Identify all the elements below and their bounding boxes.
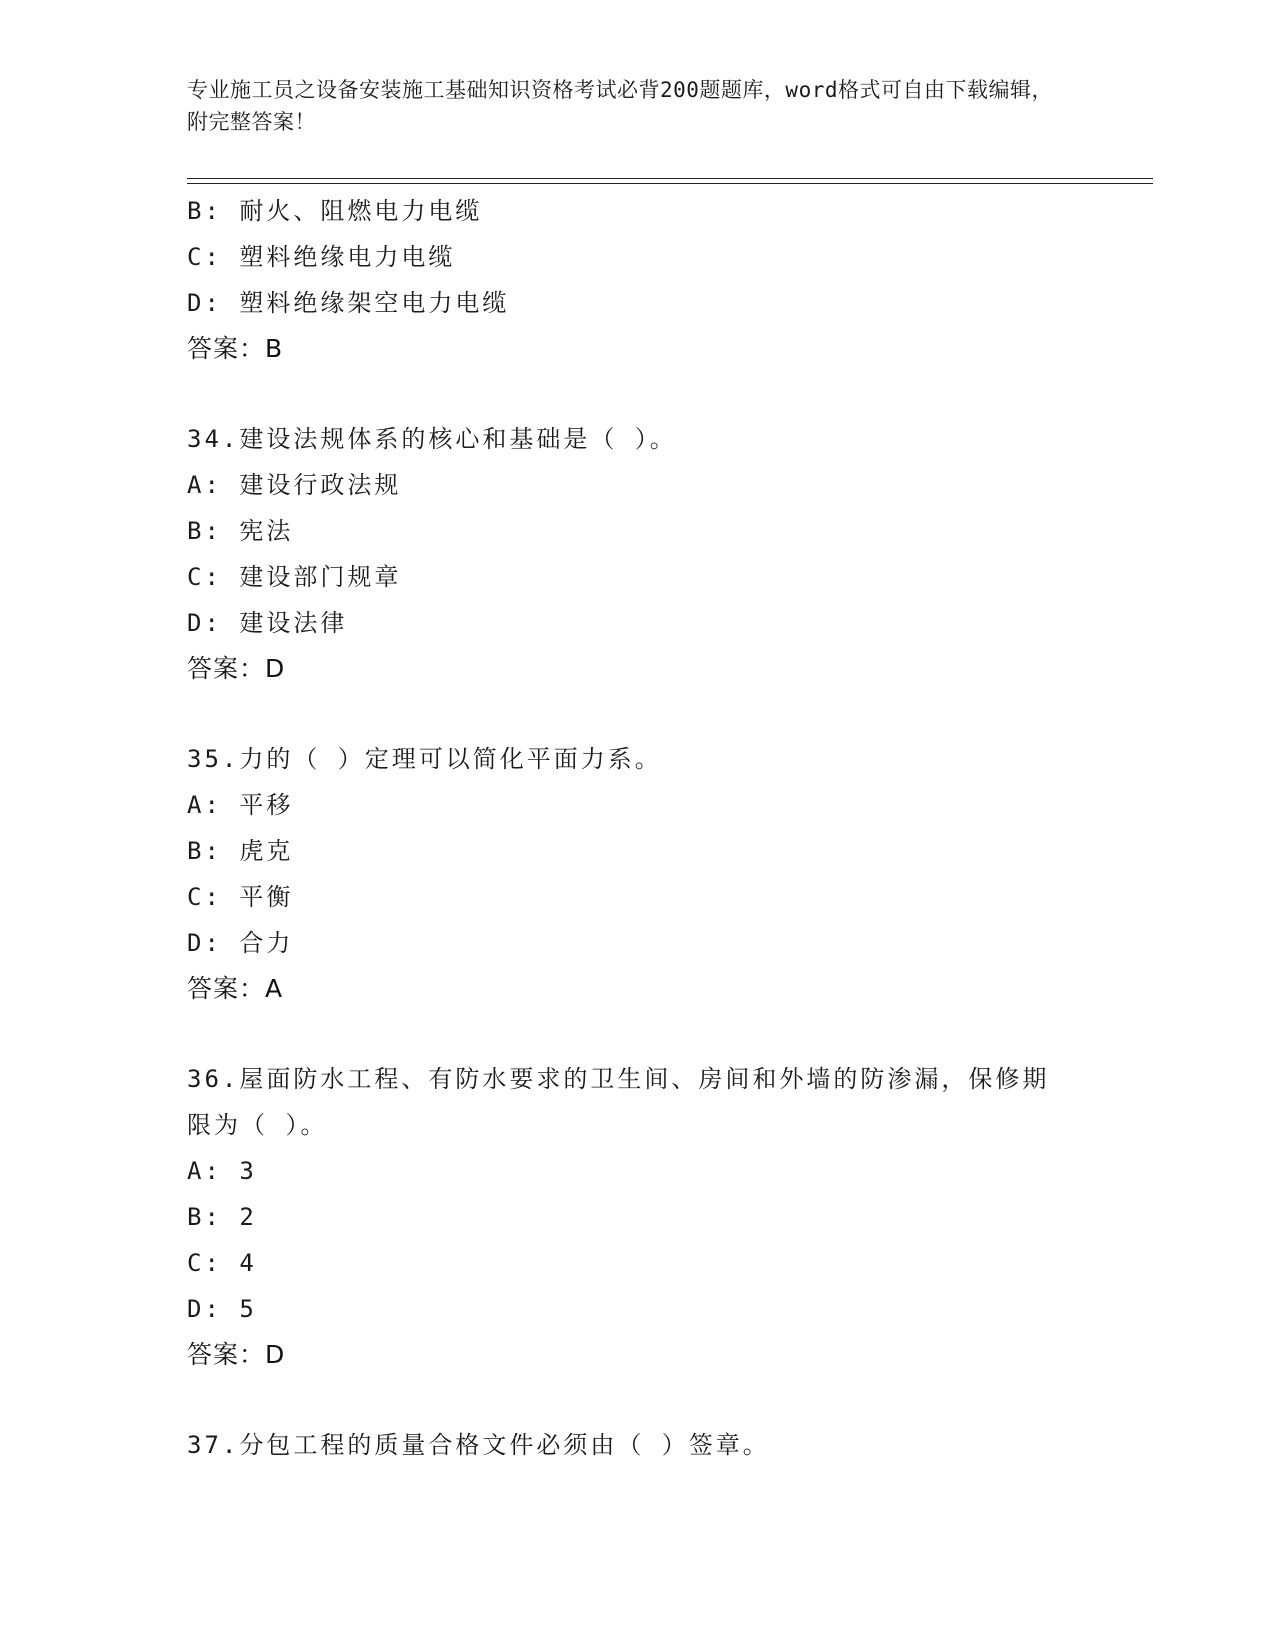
option-line: D: 合力 <box>187 929 294 957</box>
question-stem: 37.分包工程的质量合格文件必须由（ ）签章。 <box>187 1431 770 1459</box>
option-line: B: 虎克 <box>187 837 294 865</box>
header-divider-bottom <box>187 183 1153 184</box>
question-list <box>187 188 1087 1468</box>
option-line: C: 4 <box>187 1249 257 1277</box>
option-line: B: 2 <box>187 1203 257 1231</box>
question-stem: 36.屋面防水工程、有防水要求的卫生间、房间和外墙的防渗漏，保修期限为（ ）。 <box>187 1065 1050 1139</box>
question-stem: 34.建设法规体系的核心和基础是（ ）。 <box>187 425 677 453</box>
header-divider-top <box>187 178 1153 179</box>
option-line: A: 3 <box>187 1157 257 1185</box>
option-line: B: 耐火、阻燃电力电缆 <box>187 197 483 225</box>
option-line: D: 塑料绝缘架空电力电缆 <box>187 289 510 317</box>
answer-line: 答案：B <box>187 334 284 363</box>
option-line: A: 建设行政法规 <box>187 471 402 499</box>
option-line: D: 建设法律 <box>187 609 348 637</box>
option-line: C: 塑料绝缘电力电缆 <box>187 243 456 271</box>
answer-line: 答案：D <box>187 1340 286 1369</box>
option-line: C: 平衡 <box>187 883 294 911</box>
question-stem: 35.力的（ ）定理可以简化平面力系。 <box>187 745 662 773</box>
option-line: D: 5 <box>187 1295 257 1323</box>
option-line: C: 建设部门规章 <box>187 563 402 591</box>
option-line: B: 宪法 <box>187 517 294 545</box>
document-title: 专业施工员之设备安装施工基础知识资格考试必背200题题库，word格式可自由下载编辑，附完整答案！ <box>187 78 1053 134</box>
answer-line: 答案：A <box>187 974 284 1003</box>
answer-line: 答案：D <box>187 654 286 683</box>
option-line: A: 平移 <box>187 791 294 819</box>
